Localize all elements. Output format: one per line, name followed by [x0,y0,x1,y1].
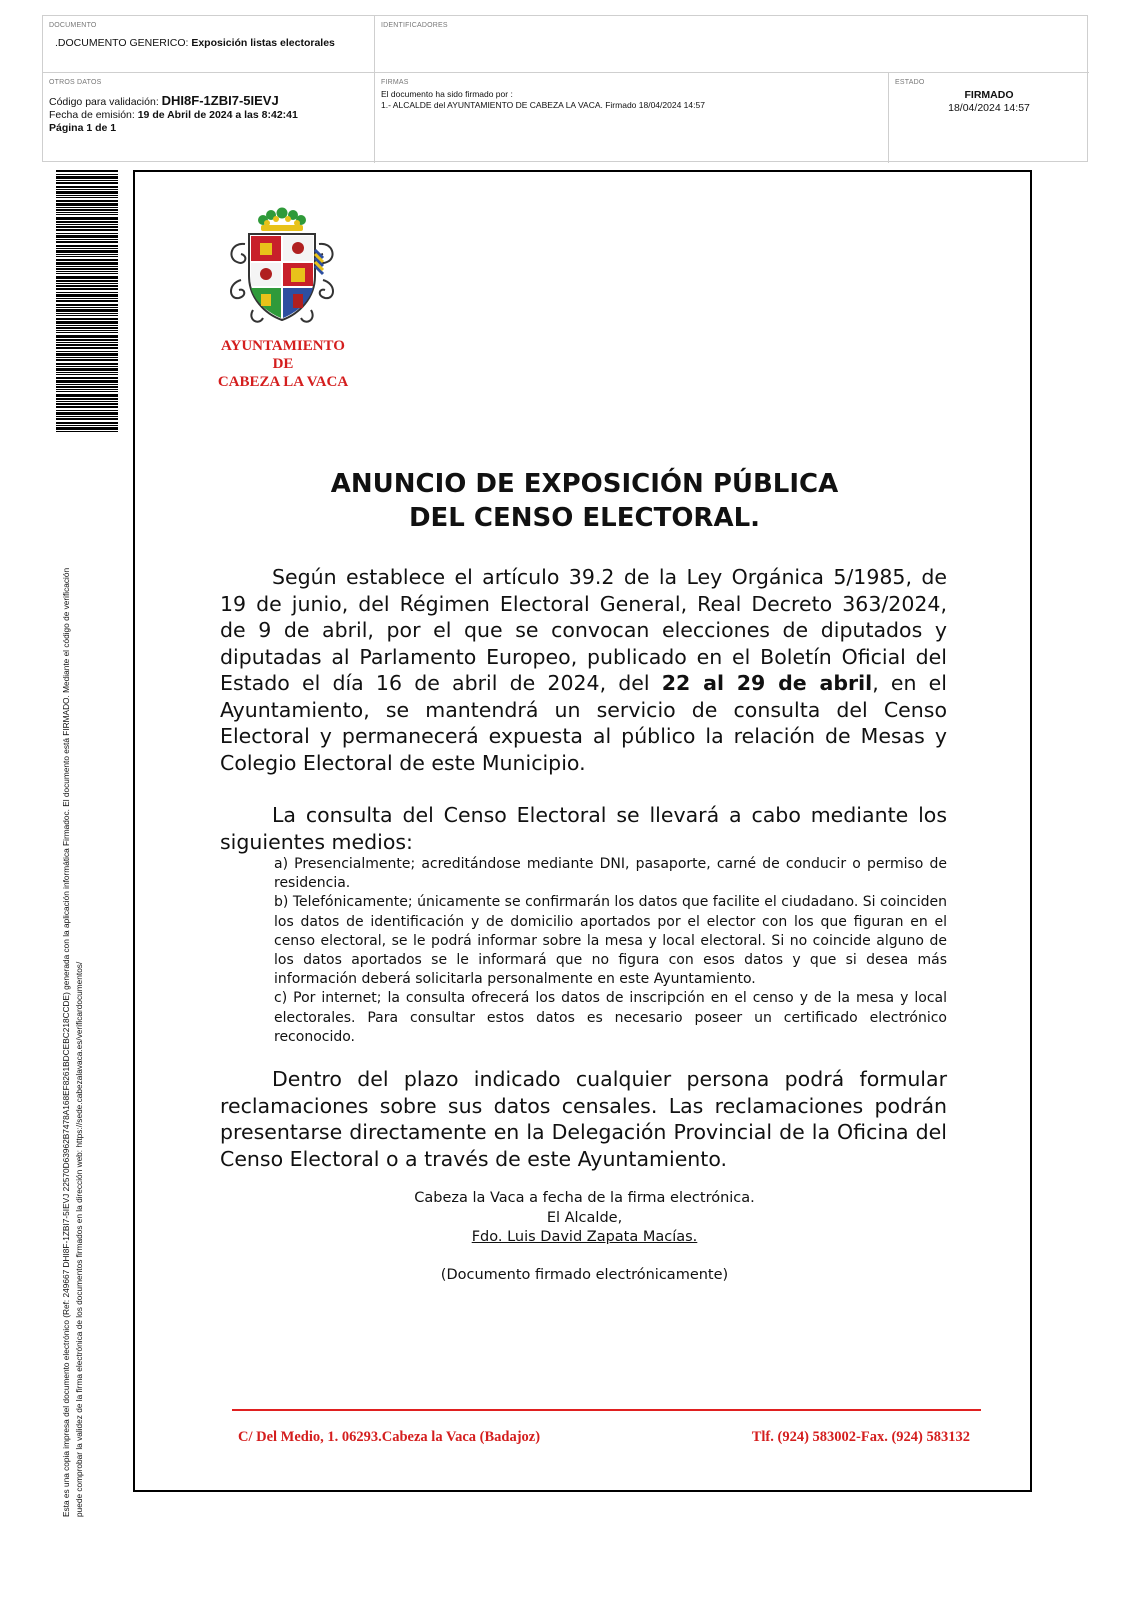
barcode-bar [56,366,118,367]
document-metadata-header [42,15,1088,162]
barcode-bar [56,401,118,402]
paragraph-legal-basis: Según establece el artículo 39.2 de la Ley Orgánica 5/1985, de 19 de junio, del Régimen Electoral General, Real Decreto 363/2024, de 9 de abril, por el que se convocan elecciones de diputados y diputadas al Parlamento Europeo, publicado en el Boletín Oficial del Estado el día 16 de abril de 2024, del 22 al 29 de abril, en el Ayuntamiento, se mantendrá un servicio de consulta del Censo Electoral y permanecerá expuesta al público la relación de Mesas y Colegio Electoral de este Municipio. [220,565,947,775]
barcode-bar [56,394,118,397]
list-item: b) Telefónicamente; únicamente se confirmarán los datos que facilite el ciudadano. Si coinciden los datos de identificación y de domicilio aportados por el elector con los que figuran en el censo electoral, se le podrá informar sobre la mesa y local electoral. Si no coincide alguno de los datos aportados se le informará que no figura con esos datos y que si desea más información deberá solicitarla personalmente en este Ayuntamiento. [274,894,947,988]
barcode-bar [56,347,118,349]
barcode-bar [56,233,118,234]
barcode-bar [56,318,118,320]
barcode-bar [56,325,118,326]
paragraph-consultation-means: La consulta del Censo Electoral se llevará a cabo mediante los siguientes medios: [220,803,947,854]
barcode-bar [56,235,118,238]
estado-date: 18/04/2024 14:57 [948,102,1030,114]
barcode-bar [56,221,118,223]
barcode-bar [56,191,118,194]
barcode-bar [56,214,118,215]
barcode-bar [56,422,118,424]
barcode-bar [56,374,118,375]
barcode-bar [56,285,118,287]
barcode-bar [56,176,118,179]
documento-cell [43,16,375,73]
estado-value: FIRMADO [964,89,1014,101]
verification-side-text [60,442,86,1517]
barcode-bar [56,271,118,272]
barcode-bar [56,180,118,181]
validation-code-line: Código para validación: DHI8F-1ZBI7-5IEVJ [49,93,279,108]
barcode-bar [56,377,118,379]
barcode-bar [56,203,118,206]
barcode-bar [56,207,118,208]
verification-line-1: Esta es una copia impresa del documento electrónico (Ref: 249667 DHI8F-1ZBI7-5IEVJ 22570D63962B7478A168EF8261BDCEBC218CCDE) generada con la aplicación informática Firmadoc. El documento está FIRMADO. Mediante el código de verificación [61,567,71,1517]
barcode-bar [56,398,118,400]
barcode-bar [56,300,118,302]
footer-phone: Tlf. (924) 583002-Fax. (924) 583132 [751,1429,970,1445]
barcode-bar [56,217,118,220]
barcode-bar [56,335,118,338]
barcode-bar [56,332,118,333]
list-item: a) Presencialmente; acreditándose mediante DNI, pasaporte, carné de conducir o permiso de residencia. [274,856,947,892]
barcode-bar [56,344,118,346]
barcode-bar [56,403,118,405]
signature-name: Fdo. Luis David Zapata Macías. [471,1229,698,1245]
documento-label: DOCUMENTO [49,22,97,29]
barcode-bar [56,245,118,247]
signature-role: El Alcalde, [546,1209,623,1226]
barcode-bar [56,288,118,290]
documento-name: .DOCUMENTO GENERICO: Exposición listas electorales [55,37,335,49]
barcode-bar [56,389,118,390]
barcode-bar [56,226,118,228]
estado-label: ESTADO [895,79,925,86]
barcode-bar [56,283,118,284]
barcode-bar [56,174,118,175]
validation-code: DHI8F-1ZBI7-5IEVJ [161,93,279,108]
footer-address: C/ Del Medio, 1. 06293.Cabeza la Vaca (Badajoz) [238,1429,541,1445]
firmas-label: FIRMAS [381,79,409,86]
barcode-bar [56,254,118,255]
barcode-bar [56,259,118,261]
barcode-bar [56,351,118,352]
barcode-bar [56,248,118,249]
signature-note: (Documento firmado electrónicamente) [440,1266,729,1283]
barcode-bar [56,431,118,432]
firmas-line-2: 1.- ALCALDE del AYUNTAMIENTO DE CABEZA LA VACA. Firmado 18/04/2024 14:57 [381,100,705,110]
barcode-bar [56,294,118,297]
barcode-bar [56,386,118,388]
barcode-bar [56,330,118,331]
footer-divider [232,1409,981,1411]
barcode-bar [56,256,118,257]
barcode-bar [56,363,118,365]
barcode-bar [56,372,118,373]
barcode-bar [56,239,118,240]
barcode-bar [56,304,118,306]
barcode-bar [56,418,118,420]
barcode-bar [56,298,118,299]
identificadores-cell [375,16,1089,73]
barcode-bar [56,357,118,358]
barcode-bar [56,250,118,253]
paragraph-claims: Dentro del plazo indicado cualquier persona podrá formular reclamaciones sobre sus datos censales. Las reclamaciones podrán presentarse directamente en la Delegación Provincial de la Oficina del Censo Electoral o a través de este Ayuntamiento. [220,1067,947,1171]
barcode-bar [56,273,118,274]
barcode-bar [56,406,118,408]
barcode-bar [56,427,118,430]
barcode-bar [56,276,118,279]
barcode-bar [56,200,118,202]
barcode-bar [56,412,118,415]
barcode-bar [56,425,118,426]
barcode-bar [56,321,118,324]
barcode-bar [56,342,118,343]
estado-value-box [895,89,1083,115]
barcode-bar [56,359,118,361]
barcode-bar [56,195,118,196]
barcode-bar [56,309,118,312]
barcode-bar [56,384,118,385]
announcement-title: ANUNCIO DE EXPOSICIÓN PÚBLICA DEL CENSO ELECTORAL. [330,469,839,533]
barcode-bar [56,315,118,316]
barcode-bar [56,410,118,411]
barcode-bar [56,262,118,265]
barcode-bar [56,391,118,392]
barcode-bar [56,266,118,267]
otros-datos-cell [43,73,375,163]
barcode-bar [56,197,118,198]
firmas-line-1: El documento ha sido firmado por : [381,89,513,99]
barcode-image [56,170,118,435]
barcode-bar [56,380,118,383]
exposure-period: 22 al 29 de abril [661,671,873,695]
barcode-bar [56,416,118,417]
barcode-bar [56,353,118,356]
barcode-bar [56,212,118,213]
barcode-bar [56,224,118,225]
barcode-bar [56,313,118,314]
otros-datos-label: OTROS DATOS [49,79,102,86]
page-info: Página 1 de 1 [49,122,117,134]
estado-cell [889,73,1089,163]
verification-line-2: puede comprobar la validez de la firma electrónica de los documentos firmados en la dirección web: https://sede.cabezalavaca.es/verificardocumentos/ [74,961,84,1517]
consultation-methods-list [274,855,947,1047]
barcode-bar [56,241,118,243]
municipality-name: AYUNTAMIENTO DE CABEZA LA VACA [217,338,349,390]
barcode-bar [56,307,118,308]
barcode-bar [56,292,118,293]
document-page-frame [133,170,1032,1492]
emission-date: 19 de Abril de 2024 a las 8:42:41 [137,109,298,121]
barcode-bar [56,268,118,270]
barcode-bar [56,229,118,231]
barcode-bar [56,182,118,184]
barcode-bar [56,368,118,371]
coat-of-arms-icon [223,206,341,328]
signature-place-date: Cabeza la Vaca a fecha de la firma electrónica. [414,1190,755,1206]
emission-date-line: Fecha de emisión: 19 de Abril de 2024 a las 8:42:41 [49,109,298,121]
barcode-bar [56,209,118,211]
barcode-bar [56,339,118,341]
barcode-bar [56,327,118,329]
barcode-bar [56,280,118,282]
barcode-bar [56,170,118,172]
firmas-cell [375,73,889,163]
signature-block [135,1189,1034,1285]
identificadores-label: IDENTIFICADORES [381,22,448,29]
barcode-bar [56,186,118,188]
barcode-bar [56,189,118,190]
list-item: c) Por internet; la consulta ofrecerá los datos de inscripción en el censo y de la mesa y local electorales. Para consultar estos datos es necesario poseer un certificado electrónico reconocido. [274,990,947,1045]
